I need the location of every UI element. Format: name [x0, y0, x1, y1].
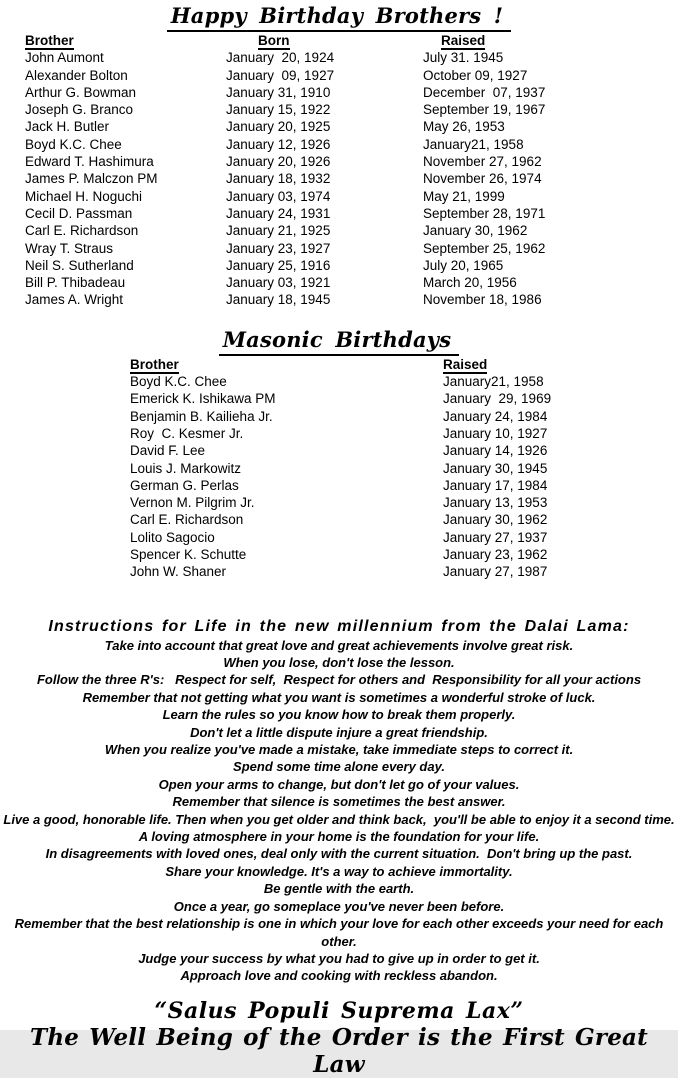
column-header-raised: Raised — [443, 356, 488, 372]
table-row — [25, 84, 678, 101]
table-row — [25, 188, 678, 205]
table-row — [25, 101, 678, 118]
born-date: January 09, 1927 — [226, 67, 335, 83]
raised-date: December 07, 1937 — [423, 84, 546, 100]
instruction-line: Share your knowledge. It's a way to achieve immortality. — [165, 863, 513, 879]
raised-date: January 27, 1937 — [443, 529, 548, 545]
instruction-line: Remember that the best relationship is one in which your love for each other exceeds your need for each other. — [14, 916, 667, 949]
raised-date: January 23, 1962 — [443, 547, 548, 563]
table-row — [25, 67, 678, 84]
table-row — [25, 257, 678, 274]
brother-name: Louis J. Markowitz — [130, 460, 242, 476]
brother-name: James P. Malczon PM — [25, 171, 158, 187]
raised-date: September 25, 1962 — [423, 240, 546, 256]
masonic-table-header-row — [130, 356, 678, 373]
column-header-raised: Raised — [441, 33, 486, 48]
table-row — [130, 460, 678, 477]
born-date: January 20, 1926 — [226, 154, 331, 170]
table-row — [25, 49, 678, 66]
table-row — [130, 390, 678, 407]
brother-name: Boyd K.C. Chee — [130, 374, 227, 390]
brother-name: German G. Perlas — [130, 477, 239, 493]
lodge-motto — [0, 998, 678, 1078]
brother-name: James A. Wright — [25, 292, 124, 308]
instruction-line: When you lose, don't lose the lesson. — [223, 655, 455, 671]
brother-name: Arthur G. Bowman — [25, 84, 137, 100]
raised-date: January21, 1958 — [423, 136, 524, 152]
instruction-line: When you realize you've made a mistake, take immediate steps to correct it. — [104, 742, 574, 758]
instruction-line: Learn the rules so you know how to break them properly. — [162, 707, 516, 723]
raised-date: January 30, 1962 — [443, 512, 548, 528]
table-row — [130, 442, 678, 459]
brother-name: Neil S. Sutherland — [25, 257, 134, 273]
brother-name: Joseph G. Branco — [25, 102, 134, 118]
instruction-line: Follow the three R's: Respect for self, Respect for others and Responsibility for all your actions — [36, 672, 642, 688]
instruction-line: In disagreements with loved ones, deal only with the current situation. Don't bring up the past. — [45, 846, 633, 862]
table-row — [25, 118, 678, 135]
born-date: January 20, 1924 — [226, 50, 335, 66]
born-date: January 03, 1974 — [226, 188, 331, 204]
brother-name: Jack H. Butler — [25, 119, 110, 135]
brother-name: Michael H. Noguchi — [25, 188, 143, 204]
instruction-line: Approach love and cooking with reckless abandon. — [180, 968, 498, 984]
born-date: January 21, 1925 — [226, 223, 331, 239]
born-date: January 18, 1932 — [226, 171, 331, 187]
brother-name: Carl E. Richardson — [25, 223, 139, 239]
brother-name: Vernon M. Pilgrim Jr. — [130, 495, 255, 511]
instructions-list — [0, 637, 678, 985]
brother-name: Bill P. Thibadeau — [25, 275, 126, 291]
raised-date: January 14, 1926 — [443, 443, 548, 459]
instruction-line: Be gentle with the earth. — [263, 881, 415, 897]
table-row — [25, 240, 678, 257]
table-row — [130, 511, 678, 528]
page-title-text: Happy Birthday Brothers ! — [167, 3, 511, 32]
instruction-line: Take into account that great love and great achievements involve great risk. — [104, 637, 574, 653]
table-row — [130, 425, 678, 442]
table-row — [25, 153, 678, 170]
brother-name: Lolito Sagocio — [130, 529, 215, 545]
raised-date: May 21, 1999 — [423, 188, 505, 204]
table-row — [130, 563, 678, 580]
table-row — [130, 546, 678, 563]
instruction-line: Live a good, honorable life. Then when you get older and think back, you'll be able to enjoy it a second time. — [3, 811, 675, 827]
raised-date: January21, 1958 — [443, 374, 544, 390]
instruction-line: Once a year, go someplace you've never been before. — [173, 898, 505, 914]
table-row — [130, 408, 678, 425]
raised-date: May 26, 1953 — [423, 119, 505, 135]
masonic-birthdays-title — [0, 327, 678, 356]
motto-translation: The Well Being of the Order is the First Great Law — [30, 1023, 648, 1078]
brother-name: Spencer K. Schutte — [130, 547, 247, 563]
brother-name: David F. Lee — [130, 443, 206, 459]
birthday-table-header-row — [25, 32, 678, 49]
brother-name: Benjamin B. Kailieha Jr. — [130, 408, 273, 424]
brother-name: Emerick K. Ishikawa PM — [130, 391, 276, 407]
table-row — [25, 291, 678, 308]
instruction-line: A loving atmosphere in your home is the foundation for your life. — [138, 829, 540, 845]
brother-name: Roy C. Kesmer Jr. — [130, 425, 244, 441]
motto-latin: “Salus Populi Suprema Lax” — [154, 997, 524, 1024]
raised-date: November 26, 1974 — [423, 171, 542, 187]
raised-date: March 20, 1956 — [423, 275, 517, 291]
raised-date: July 31. 1945 — [423, 50, 504, 66]
born-date: January 23, 1927 — [226, 240, 331, 256]
born-date: January 12, 1926 — [226, 136, 331, 152]
raised-date: January 30, 1945 — [443, 460, 548, 476]
raised-date: January 17, 1984 — [443, 477, 548, 493]
raised-date: November 18, 1986 — [423, 292, 542, 308]
brother-name: Cecil D. Passman — [25, 205, 133, 221]
table-row — [25, 274, 678, 291]
raised-date: July 20, 1965 — [423, 257, 504, 273]
table-row — [130, 529, 678, 546]
raised-date: November 27, 1962 — [423, 154, 542, 170]
born-date: January 18, 1945 — [226, 292, 331, 308]
brother-name: Alexander Bolton — [25, 67, 128, 83]
instruction-line: Remember that not getting what you want is sometimes a wonderful stroke of luck. — [82, 689, 596, 705]
raised-date: September 28, 1971 — [423, 205, 546, 221]
instruction-line: Spend some time alone every day. — [233, 759, 445, 775]
brother-name: Carl E. Richardson — [130, 512, 244, 528]
raised-date: January 30, 1962 — [423, 223, 528, 239]
column-header-brother: Brother — [130, 356, 179, 372]
raised-date: January 10, 1927 — [443, 425, 548, 441]
column-header-brother: Brother — [25, 33, 74, 48]
table-row — [25, 170, 678, 187]
raised-date: January 27, 1987 — [443, 564, 548, 580]
brother-name: John W. Shaner — [130, 564, 227, 580]
birthday-table — [0, 32, 678, 309]
page-title — [0, 0, 678, 32]
table-row — [25, 205, 678, 222]
column-header-born: Born — [258, 33, 290, 48]
born-date: January 25, 1916 — [226, 257, 331, 273]
born-date: January 31, 1910 — [226, 84, 331, 100]
brother-name: John Aumont — [25, 50, 104, 66]
raised-date: September 19, 1967 — [423, 102, 546, 118]
instruction-line: Remember that silence is sometimes the best answer. — [172, 794, 506, 810]
born-date: January 03, 1921 — [226, 275, 331, 291]
raised-date: January 24, 1984 — [443, 408, 548, 424]
instruction-line: Don't let a little dispute injure a great friendship. — [190, 724, 488, 740]
born-date: January 20, 1925 — [226, 119, 331, 135]
table-row — [130, 494, 678, 511]
raised-date: October 09, 1927 — [423, 67, 528, 83]
masonic-birthdays-title-text: Masonic Birthdays — [219, 327, 460, 356]
masonic-birthday-table — [0, 356, 678, 581]
instruction-line: Judge your success by what you had to give up in order to get it. — [138, 950, 540, 966]
raised-date: January 13, 1953 — [443, 495, 548, 511]
table-row — [25, 222, 678, 239]
table-row — [25, 136, 678, 153]
instructions-title: Instructions for Life in the new millennium from the Dalai Lama: — [48, 617, 630, 635]
raised-date: January 29, 1969 — [443, 391, 552, 407]
instruction-line: Open your arms to change, but don't let go of your values. — [158, 776, 520, 792]
table-row — [130, 373, 678, 390]
brother-name: Edward T. Hashimura — [25, 154, 154, 170]
brother-name: Wray T. Straus — [25, 240, 114, 256]
brother-name: Boyd K.C. Chee — [25, 136, 122, 152]
born-date: January 15, 1922 — [226, 102, 331, 118]
table-row — [130, 477, 678, 494]
born-date: January 24, 1931 — [226, 205, 331, 221]
